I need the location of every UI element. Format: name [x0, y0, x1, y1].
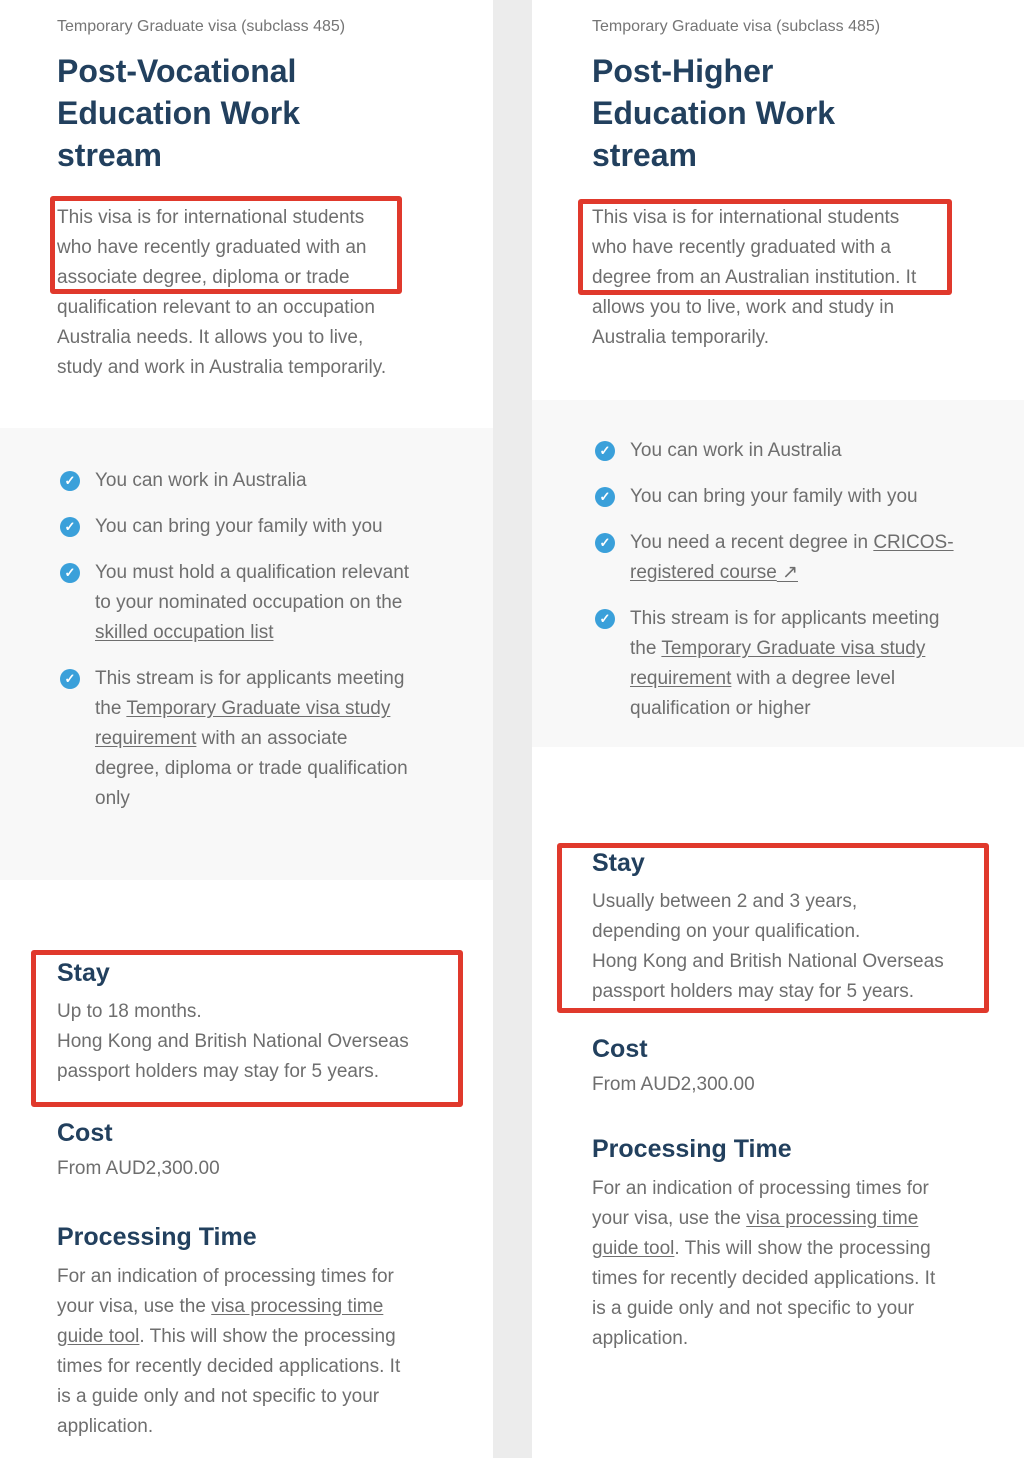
text-run: with an associate degree, diploma or trade qualification only — [95, 728, 408, 809]
check-icon: ✓ — [60, 471, 80, 491]
check-icon: ✓ — [60, 563, 80, 583]
benefit-text — [95, 664, 413, 814]
processing-time-heading: Processing Time — [592, 1135, 792, 1163]
processing-time-body — [57, 1262, 412, 1442]
visa-subclass-label: Temporary Graduate visa (subclass 485) — [592, 18, 881, 35]
stream-title: Post-Vocational Education Work stream — [57, 53, 300, 173]
text-run: You can bring your family with you — [630, 486, 918, 507]
cost-value: From AUD2,300.00 — [592, 1074, 755, 1095]
benefit-item — [60, 558, 493, 648]
check-icon: ✓ — [595, 533, 615, 553]
text-run: with a degree level qualification or higher — [630, 668, 896, 719]
text-run: . This will show the processing times for recently decided applications. It is a guide only and not specific to your application. — [57, 1326, 401, 1437]
text-run: You can bring your family with you — [95, 516, 383, 537]
stream-description: This visa is for international students who have recently graduated with an associate degree, diploma or trade qualification relevant to an occupation Australia needs. It allows you to live, study and work in Australia temporarily. — [57, 207, 387, 378]
text-run: You can work in Australia — [95, 470, 307, 491]
benefits-list — [532, 400, 1024, 724]
text-run: For an indication of processing times for your visa, use the — [592, 1178, 929, 1229]
benefit-text — [630, 604, 962, 724]
processing-time-body — [592, 1174, 947, 1354]
benefit-item — [60, 512, 493, 542]
visa-subclass-label: Temporary Graduate visa (subclass 485) — [57, 18, 346, 35]
stay-heading: Stay — [57, 959, 110, 987]
inline-link[interactable]: CRICOS-registered course — [630, 532, 954, 583]
cost-section — [57, 1118, 220, 1184]
cost-value: From AUD2,300.00 — [57, 1158, 220, 1179]
benefit-item — [60, 664, 493, 814]
benefit-text — [630, 482, 962, 512]
stay-body — [57, 997, 437, 1087]
inline-link[interactable]: visa processing time guide tool — [592, 1208, 919, 1259]
processing-time-heading: Processing Time — [57, 1223, 257, 1251]
text-run: This stream is for applicants meeting the — [95, 668, 405, 719]
benefits-list — [0, 428, 493, 814]
column-divider — [493, 0, 532, 1458]
text-run: This stream is for applicants meeting the — [630, 608, 940, 659]
stay-line: Hong Kong and British National Overseas passport holders may stay for 5 years. — [592, 951, 944, 1002]
stream-description: This visa is for international students who have recently graduated with a degree from an Australian institution. It allows you to live, work and study in Australia temporarily. — [592, 207, 917, 348]
processing-time-section — [592, 1134, 947, 1354]
benefit-item — [595, 604, 1024, 724]
benefit-text — [630, 528, 962, 588]
stay-section — [592, 848, 947, 1007]
text-run: You can work in Australia — [630, 440, 842, 461]
check-icon: ✓ — [595, 441, 615, 461]
external-link-icon: ↗ — [776, 562, 798, 583]
inline-link[interactable]: Temporary Graduate visa study requirement — [95, 698, 391, 749]
benefit-item — [595, 482, 1024, 512]
cost-heading: Cost — [592, 1035, 648, 1063]
benefits-panel — [532, 400, 1024, 747]
check-icon: ✓ — [595, 609, 615, 629]
stay-line: Up to 18 months. — [57, 1001, 202, 1022]
check-icon: ✓ — [60, 517, 80, 537]
text-run: . This will show the processing times for recently decided applications. It is a guide only and not specific to your application. — [592, 1238, 936, 1349]
stay-body — [592, 887, 947, 1007]
stay-line: Usually between 2 and 3 years, depending on your qualification. — [592, 891, 861, 942]
benefit-text — [630, 436, 962, 466]
benefit-text — [95, 512, 413, 542]
visa-column-post-vocational — [0, 0, 493, 1458]
inline-link[interactable]: Temporary Graduate visa study requirement — [630, 638, 926, 689]
cost-section — [592, 1034, 755, 1100]
benefit-item — [595, 436, 1024, 466]
visa-column-post-higher — [532, 0, 1024, 1458]
benefit-text — [95, 558, 413, 648]
benefits-panel — [0, 428, 493, 880]
benefit-item — [595, 528, 1024, 588]
check-icon: ✓ — [60, 669, 80, 689]
inline-link[interactable]: visa processing time guide tool — [57, 1296, 384, 1347]
processing-time-section — [57, 1222, 412, 1442]
benefit-text — [95, 466, 413, 496]
text-run: You need a recent degree in — [630, 532, 874, 553]
cost-heading: Cost — [57, 1119, 113, 1147]
benefit-item — [60, 466, 493, 496]
text-run: You must hold a qualification relevant to your nominated occupation on the — [95, 562, 410, 613]
text-run: For an indication of processing times for your visa, use the — [57, 1266, 394, 1317]
check-icon: ✓ — [595, 487, 615, 507]
stream-title: Post-Higher Education Work stream — [592, 53, 835, 173]
stay-line: Hong Kong and British National Overseas passport holders may stay for 5 years. — [57, 1031, 409, 1082]
stay-heading: Stay — [592, 849, 645, 877]
stay-section — [57, 958, 437, 1087]
inline-link[interactable]: skilled occupation list — [95, 622, 274, 643]
